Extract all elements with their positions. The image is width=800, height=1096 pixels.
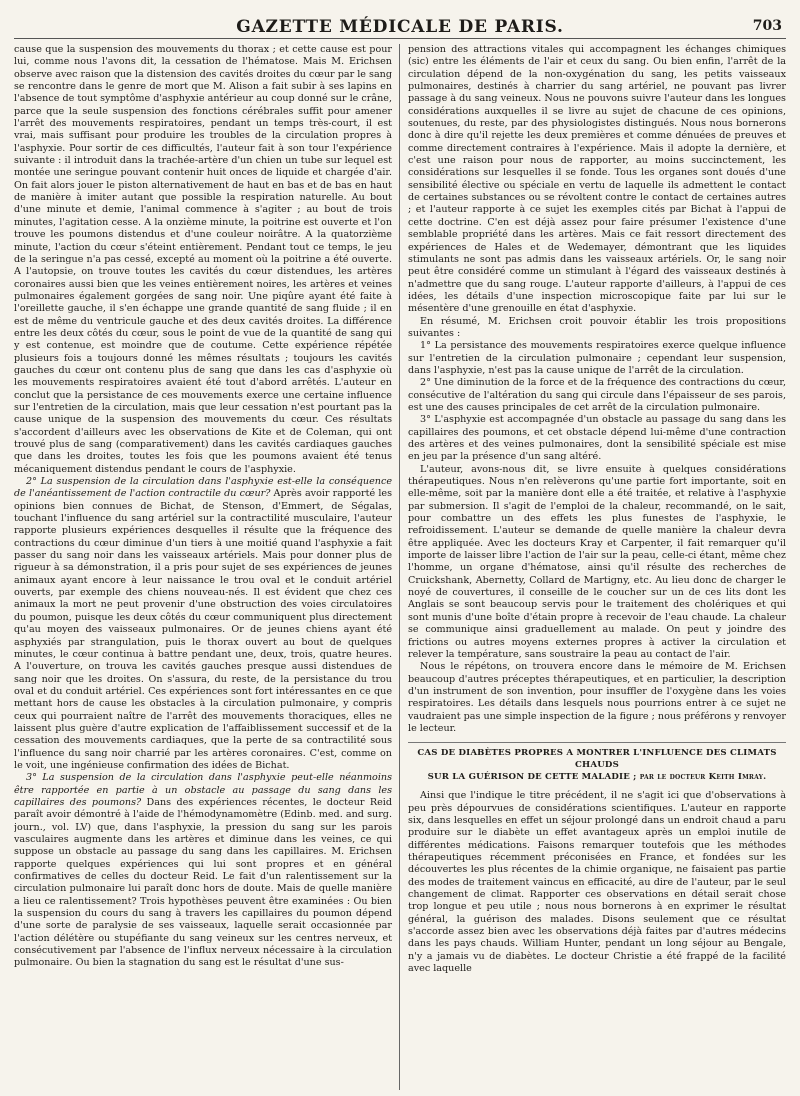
section-3: [14, 772, 392, 970]
paragraph: En résumé, M. Erichsen croit pouvoir établir les trois propositions suivantes :: [408, 315, 786, 339]
section-2: [14, 476, 392, 772]
paragraph: cause que la suspension des mouvements du thorax ; et cette cause est pour lui, comme nous l'avons dit, la cessation de l'hématose. Mais M. Erichsen observe avec raison que la distension des cavités droites du cœur par le sang se rencontre dans le genre de mort que M. Alison a fait subir à ses lapins en l'absence de tout symptôme d'asphyxie antérieur au coup donné sur le crâne, parce que la seule suspension des fonctions cérébrales suffit pour amener l'arrêt des mouvements respiratoires, pendant un temps très-court, il est vrai, mais suffisant pour produire les troubles de la circulation propres à l'asphyxie. Pour sortir de ces difficultés, l'auteur fait à son tour l'expérience suivante : il introduit dans la trachée-artère d'un chien un tube sur lequel est montée une seringue pouvant contenir huit onces de liquide et chargée d'air. On fait alors jouer le piston alternativement de haut en bas et de bas en haut de manière à imiter autant que possible la respiration naturelle. Au bout d'une minute et demie, l'animal commence à s'agiter ; au bout de trois minutes, l'agitation cesse. A la onzième minute, la poitrine est ouverte et l'on trouve les poumons distendus et d'une couleur noirâtre. A la quatorzième minute, l'action du cœur s'éteint entièrement. Pendant tout ce temps, le jeu de la seringue n'a pas cessé, excepté au moment où la poitrine a été ouverte. A l'autopsie, on trouve toutes les cavités du cœur distendues, les artères coronaires aussi bien que les veines entièrement noires, les artères et veines pulmonaires également gorgées de sang noir. Une piqûre ayant été faite à l'oreillette gauche, il s'en échappe une grande quantité de sang fluide ; il en est de même du ventricule gauche et des deux cavités droites. La différence entre les deux côtés du cœur, sous le point de vue de la quantité de sang qui y est contenue, est moindre que de coutume. Cette expérience répétée plusieurs fois a toujours donné les mêmes résultats ; toujours les cavités gauches du cœur ont contenu plus de sang que dans les cas d'asphyxie où les mouvements respiratoires avaient été tout d'abord arrêtés. L'auteur en conclut que la persistance de ces mouvements exerce une certaine influence sur l'entretien de la circulation, mais que leur cessation n'est pourtant pas la cause unique de la suspension des mouvements du cœur. Ces résultats s'accordent d'ailleurs avec les observations de Kite et de Coleman, qui ont trouvé plus de sang (comparativement) dans les cavités cardiaques gauches que dans les droites, toutes les fois que les poumons avaient été tenus mécaniquement distendus pendant le cours de l'asphyxie.: [14, 44, 392, 475]
paragraph: Ainsi que l'indique le titre précédent, il ne s'agit ici que d'observations à peu près dépourvues de considérations scientifiques. L'auteur en rapporte six, dans lesquelles en effet un séjour prolongé dans un endroit chaud a paru produire sur le diabète un effet avantageux après un emploi inutile de différentes médications. Faisons remarquer toutefois que les méthodes thérapeutiques récemment préconisées en France, et fondées sur les découvertes les plus récentes de la chimie organique, ne faisaient pas partie des modes de traitement vaincus en efficacité, au dire de l'auteur, par le seul changement de climat. Rapporter ces observations en détail serait chose trop longue et peu utile ; nous nous bornerons à en exprimer le résultat général, la guérison des malades. Disons seulement que ce résultat s'accorde assez bien avec les observations déjà faites par d'autres médecins dans les pays chauds. William Hunter, pendant un long séjour au Bengale, n'y a jamais vu de diabètes. Le docteur Christie a été frappé de la facilité avec laquelle: [408, 790, 786, 975]
proposition-3: 3° L'asphyxie est accompagnée d'un obstacle au passage du sang dans les capillaires des poumons, et cet obstacle dépend lui-même d'une contraction des artères et des veines pulmonaires, dont la sensibilité spéciale est mise en jeu par la présence d'un sang altéré.: [408, 414, 786, 463]
right-column: [408, 44, 786, 1090]
paragraph: Nous le répétons, on trouvera encore dans le mémoire de M. Erichsen beaucoup d'autres préceptes thérapeutiques, et en particulier, la description d'un instrument de son invention, pour insuffler de l'oxygène dans les voies respiratoires. Les détails dans lesquels nous pourrions entrer à ce sujet ne vaudraient pas une simple inspection de la figure ; nous préférons y renvoyer le lecteur.: [408, 661, 786, 734]
column-divider: [399, 44, 400, 1090]
paragraph: L'auteur, avons-nous dit, se livre ensuite à quelques considérations thérapeutiques. Nous n'en relèverons qu'une partie fort importante, soit en elle-même, soit par la manière dont elle a été traitée, et relative à l'asphyxie par submersion. Il s'agit de l'emploi de la chaleur, recommandé, on le sait, pour combattre un des effets les plus funestes de l'asphyxie, le refroidissement. L'auteur se demande de quelle manière la chaleur devra être appliquée. Avec les docteurs Kray et Carpenter, il fait remarquer qu'il importe de laisser libre l'action de l'air sur la peau, celle-ci étant, même chez l'homme, un organe d'hématose, ainsi qu'il résulte des recherches de Cruickshank, Abernetty, Collard de Martigny, etc. Au lieu donc de charger le noyé de couvertures, il conseille de le coucher sur un de ces lits dont les Anglais se sont beaucoup servis pour le traitement des cholériques et qui sont munis d'une boîte d'étain propre à recevoir de l'eau chaude. La chaleur se communique ainsi graduellement au malade. On peut y joindre des frictions ou autres moyens externes propres à activer la circulation et relever la température, sans soustraire la peau au contact de l'air.: [408, 463, 786, 660]
paragraph: pension des attractions vitales qui accompagnent les échanges chimiques (sic) entre les éléments de l'air et ceux du sang. Ou bien enfin, l'arrêt de la circulation dépend de la non-oxygénation du sang, les petits vaisseaux pulmonaires, destinés à charrier du sang artériel, ne pouvant pas livrer passage à du sang veineux. Nous ne pouvons suivre l'auteur dans les longues considérations auxquelles il se livre au sujet de chacune de ces opinions, soutenues, du reste, par des physiologistes distingués. Nous nous bornerons donc à dire qu'il rejette les deux premières et comme dénuées de preuves et comme directement contraires à l'expérience. Mais il adopte la dernière, et c'est une raison pour nous de rapporter, au moins succinctement, les considérations sur lesquelles il se fonde. Tous les organes sont doués d'une sensibilité élective ou spéciale en vertu de laquelle ils admettent le contact de certaines substances ou se révoltent contre le contact de certaines autres ; et l'auteur rapporte à ce sujet les exemples cités par Bichat à l'appui de cette doctrine. C'en est déjà assez pour faire présumer l'existence d'une semblable propriété dans les artères. Mais ce fait ressort directement des expériences de Hales et de Wedemayer, démontrant que les liquides stimulants ne sont pas admis dans les vaisseaux artériels. Or, le sang noir peut être considéré comme un stimulant à l'égard des vaisseaux destinés à n'admettre que du sang rouge. L'auteur rapporte d'ailleurs, à l'appui de ces idées, les détails d'une inspection microscopique faite par lui sur le mésentère d'une grenouille en état d'asphyxie.: [408, 44, 786, 315]
section-body: Dans des expériences récentes, le docteur Reid paraît avoir démontré à l'aide de l'hémodynamomètre (Edinb. med. and surg. journ., vol. LV) que, dans l'asphyxie, la pression du sang sur les parois vasculaires augmente dans les artères et diminue dans les veines, ce qui suppose un obstacle au passage du sang dans les capillaires. M. Erichsen rapporte quelques expériences qui lui sont propres et en général confirmatives de celles du docteur Reid. Le fait d'un ralentissement sur la circulation pulmonaire lui paraît donc hors de doute. Mais de quelle manière a lieu ce ralentissement? Trois hypothèses peuvent être examinées : Ou bien la suspension du cours du sang à travers les capillaires du poumon dépend d'une sorte de paralysie de ses vaisseaux, laquelle serait occasionnée par l'action délétère ou stupéfiante du sang veineux sur les centres nerveux, et consécutivement par l'absence de l'influx nerveux nécessaire à la circulation pulmonaire. Ou bien la stagnation du sang est le résultat d'une sus-: [14, 796, 392, 969]
proposition-2: 2° Une diminution de la force et de la fréquence des contractions du cœur, consécutive de l'altération du sang qui circule dans l'épaisseur de ses parois, est une des causes principales de cet arrêt de la circulation pulmonaire.: [408, 377, 786, 413]
article-title-line-1: CAS DE DIABÈTES PROPRES A MONTRER L'INFLUENCE DES CLIMATS CHAUDS: [417, 748, 777, 771]
page-number: 703: [752, 18, 782, 34]
proposition-1: 1° La persistance des mouvements respiratoires exerce quelque influence sur l'entretien de la circulation pulmonaire ; cependant leur suspension, dans l'asphyxie, n'est pas la cause unique de l'arrêt de la circulation.: [408, 340, 786, 376]
section-heading: 2° La suspension de la circulation dans l'asphyxie est-elle la conséquence de l'anéantissement de l'action contractile du cœur?: [14, 476, 392, 500]
section-body: Après avoir rapporté les opinions bien connues de Bichat, de Stenson, d'Emmert, de Ségalas, touchant l'influence du sang artériel sur la contractilité musculaire, l'auteur rapporte plusieurs expériences desquelles il résulte que la fréquence des contractions du cœur diminue d'un tiers à une moitié quand l'asphyxie a fait passer du sang noir dans les vaisseaux artériels. Mais pour donner plus de rigueur à sa démonstration, il a pris pour sujet de ses expériences de jeunes animaux ayant encore à leur naissance le trou oval et le conduit artériel ouverts, par exemple des chiens nouveau-nés. Il est évident que chez ces animaux la mort ne peut provenir d'une obstruction des voies circulatoires du poumon, puisque les deux côtés du cœur communiquent plus directement qu'au moyen des vaisseaux pulmonaires. Or de jeunes chiens ayant été asphyxiés par strangulation, puis le thorax ouvert au bout de quelques minutes, le cœur continua à battre pendant une, deux, trois, quatre heures. A l'ouverture, on trouva les cavités gauches presque aussi distendues de sang noir que les droites. On s'assura, du reste, de la persistance du trou oval et du conduit artériel. Ces expériences sont fort intéressantes en ce que mettant hors de cause les obstacles à la circulation pulmonaire, y compris ceux qui pourraient naître de l'arrêt des mouvements thoraciques, elles ne laissent plus guère d'autre explication de l'affaiblissement successif et de la cessation des mouvements cardiaques, que la perte de sa contractilité sous l'influence du sang noir charrié par les artères coronaires. C'est, comme on le voit, une ingénieuse confirmation des idées de Bichat.: [14, 488, 392, 771]
journal-title: GAZETTE MÉDICALE DE PARIS.: [236, 17, 564, 37]
left-column: [14, 44, 392, 1090]
section-heading: 3° La suspension de la circulation dans l'asphyxie peut-elle néanmoins être rapportée en partie à un obstacle au passage du sang dans les capillaires des poumons?: [14, 772, 392, 808]
article-title-line-2: SUR LA GUÉRISON DE CETTE MALADIE ; par le docteur Keith Imray.: [427, 772, 767, 783]
page-header: [14, 8, 786, 39]
article-heading: [408, 742, 786, 783]
